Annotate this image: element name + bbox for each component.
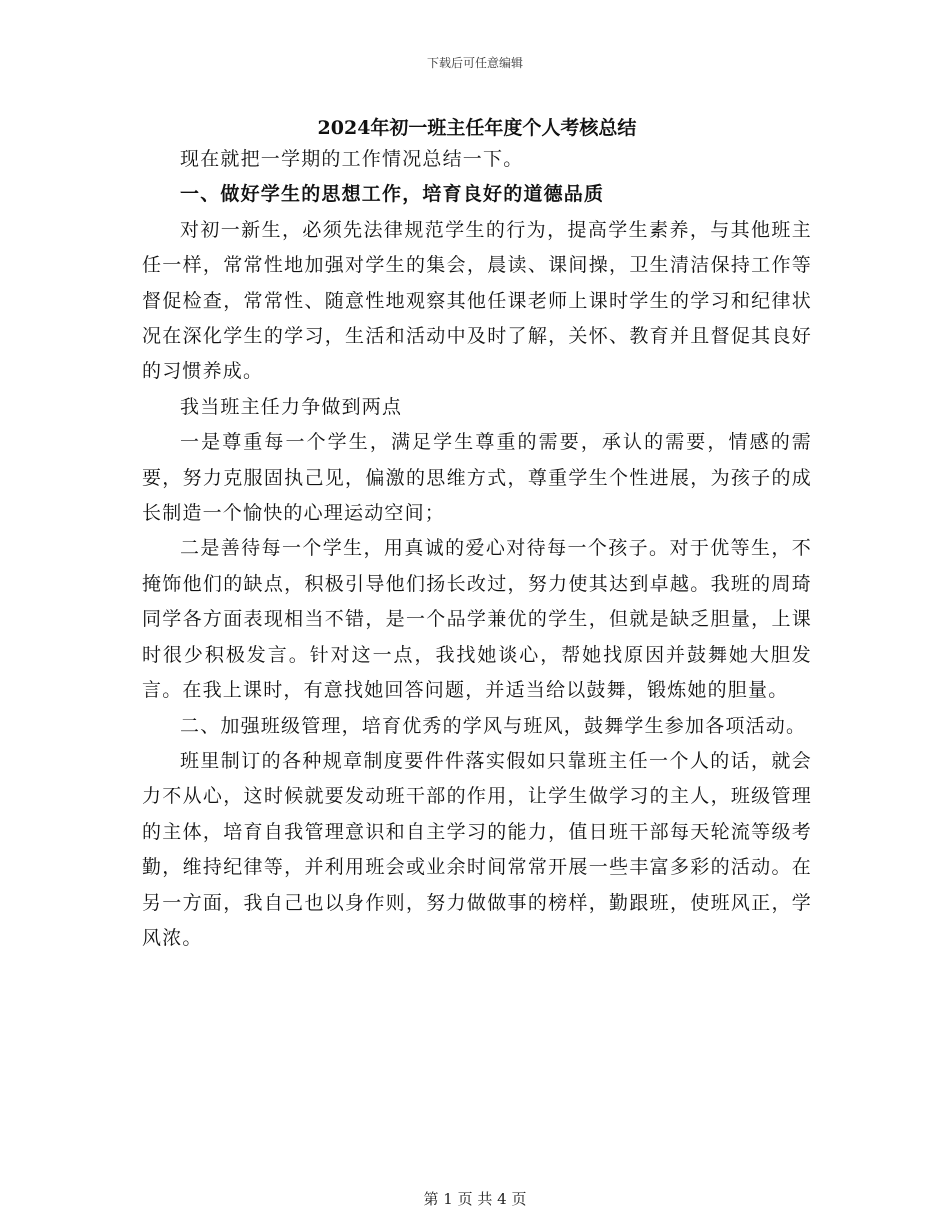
paragraph-point-one: 一是尊重每一个学生，满足学生尊重的需要，承认的需要，情感的需要，努力克服固执己见，偏激的思维方式，尊重学生个性进展，为孩子的成长制造一个愉快的心理运动空间； (142, 431, 812, 525)
section-heading-2: 二、加强班级管理，培育优秀的学风与班风，鼓舞学生参加各项活动。 (180, 714, 807, 737)
paragraph-intro: 现在就把一学期的工作情况总结一下。 (180, 148, 524, 170)
paragraph-freshmen-norms: 对初一新生，必须先法律规范学生的行为，提高学生素养，与其他班主任一样，常常性地加强对学生的集会，晨读、课间操，卫生清洁保持工作等督促检查，常常性、随意性地观察其他任课老师上课时学生的学习和纪律状况在深化学生的学习，生活和活动中及时了解，关怀、教育并且督促其良好的习惯养成。 (142, 218, 812, 383)
document-title: 2024年初一班主任年度个人考核总结 (317, 117, 637, 139)
paragraph-two-points: 我当班主任力争做到两点 (180, 395, 403, 418)
page-footer: 第 1 页 共 4 页 (423, 1190, 527, 1208)
page-header: 下载后可任意编辑 (426, 56, 523, 70)
section-heading-1: 一、做好学生的思想工作，培育良好的道德品质 (180, 183, 605, 206)
paragraph-point-two: 二是善待每一个学生，用真诚的爱心对待每一个孩子。对于优等生，不掩饰他们的缺点，积极引导他们扬长改过，努力使其达到卓越。我班的周琦同学各方面表现相当不错，是一个品学兼优的学生，但就是缺乏胆量，上课时很少积极发言。针对这一点，我找她谈心，帮她找原因并鼓舞她大胆发言。在我上课时，有意找她回答问题，并适当给以鼓舞，锻炼她的胆量。 (142, 537, 812, 702)
document-body (142, 114, 812, 956)
paragraph-class-management: 班里制订的各种规章制度要件件落实假如只靠班主任一个人的话，就会力不从心，这时候就要发动班干部的作用，让学生做学习的主人，班级管理的主体，培育自我管理意识和自主学习的能力，值日班干部每天轮流等级考勤，维持纪律等，并利用班会或业余时间常常开展一些丰富多彩的活动。在另一方面，我自己也以身作则，努力做做事的榜样，勤跟班，使班风正，学风浓。 (142, 749, 812, 949)
